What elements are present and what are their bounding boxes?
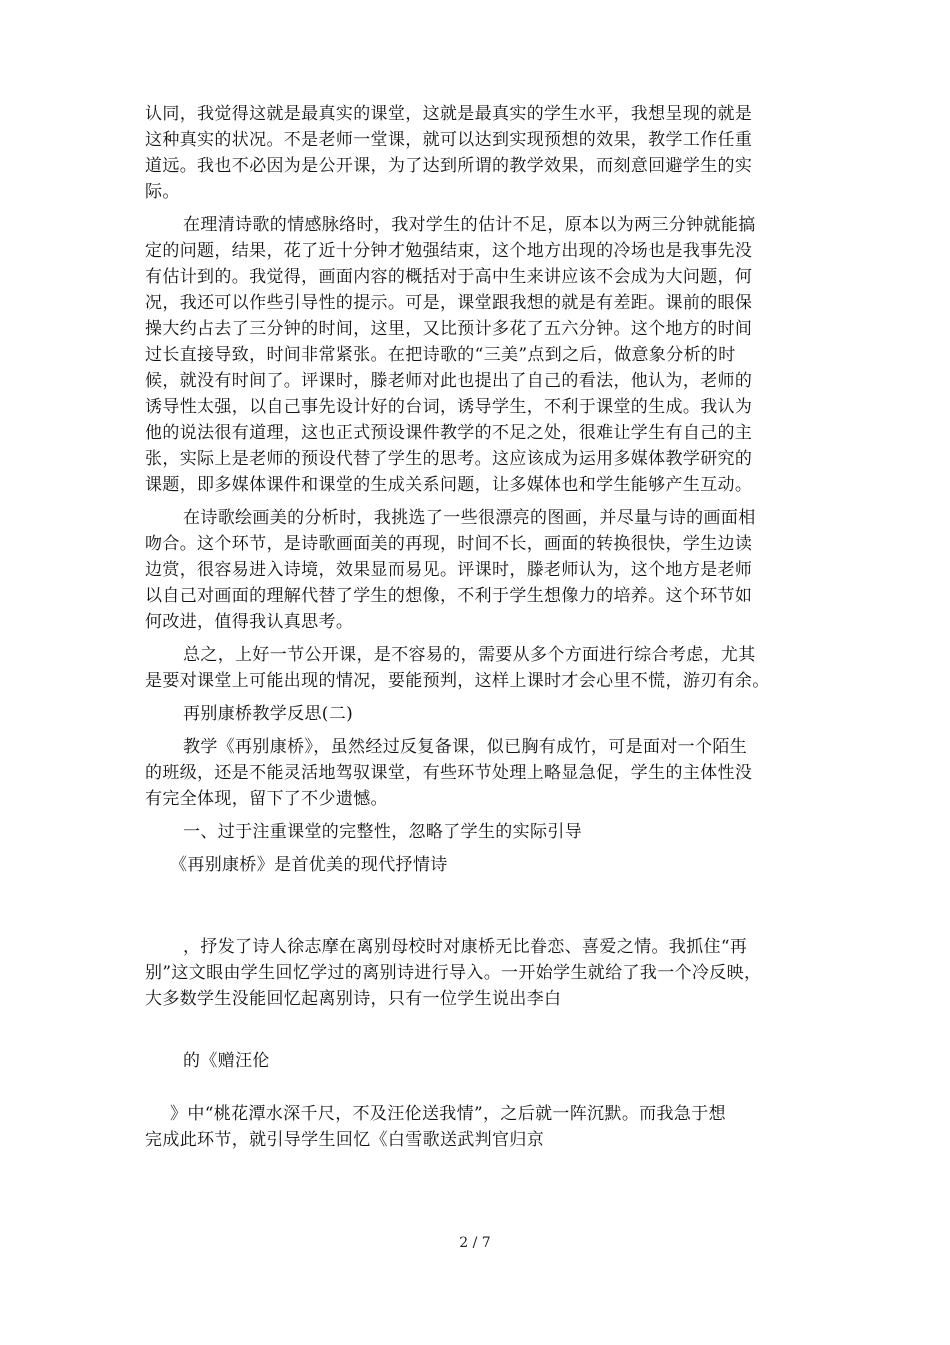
text-line: 他的说法很有道理，这也正式预设课件教学的不足之处，很难让学生有自己的主 [145, 423, 753, 443]
text-line: 》中“桃花潭水深千尺，不及汪伦送我情”，之后就一阵沉默。而我急于想 [170, 1104, 726, 1124]
text-line: 况，我还可以作些引导性的提示。可是，课堂跟我想的就是有差距。课前的眼保 [145, 293, 753, 313]
text-line: ，抒发了诗人徐志摩在离别母校时对康桥无比眷恋、喜爱之情。我抓住“再 [183, 937, 748, 957]
text-line: 候，就没有时间了。评课时，滕老师对此也提出了自己的看法，他认为，老师的 [145, 371, 753, 391]
text-line: 何改进，值得我认真思考。 [145, 612, 354, 632]
text-line: 边赏，很容易进入诗境，效果显而易见。评课时，滕老师认为，这个地方是老师 [145, 560, 753, 580]
text-line: 的班级，还是不能灵活地驾驭课堂，有些环节处理上略显急促，学生的主体性没 [145, 763, 753, 783]
text-line: 认同，我觉得这就是最真实的课堂，这就是最真实的学生水平，我想呈现的就是 [145, 104, 753, 124]
section-heading: 再别康桥教学反思(二) [183, 704, 354, 724]
text-line: 在理清诗歌的情感脉络时，我对学生的估计不足，原本以为两三分钟就能搞 [183, 215, 756, 235]
page-number: 2 / 7 [459, 1235, 491, 1251]
subsection-heading: 一、过于注重课堂的完整性，忽略了学生的实际引导 [183, 822, 583, 842]
text-line: 完成此环节，就引导学生回忆《白雪歌送武判官归京 [145, 1130, 545, 1150]
text-line: 《再别康桥》是首优美的现代抒情诗 [170, 855, 448, 875]
text-line: 有完全体现，留下了不少遗憾。 [145, 789, 388, 809]
text-line: 诱导性太强，以自己事先设计好的台词，诱导学生，不利于课堂的生成。我认为 [145, 397, 753, 417]
text-line: 课题，即多媒体课件和课堂的生成关系问题，让多媒体也和学生能够产生互动。 [145, 475, 753, 495]
text-line: 别”这文眼由学生回忆学过的离别诗进行导入。一开始学生就给了我一个冷反映， [145, 963, 762, 983]
text-line: 大多数学生没能回忆起离别诗，只有一位学生说出李白 [145, 989, 562, 1009]
text-line: 这种真实的状况。不是老师一堂课，就可以达到实现预想的效果，教学工作任重 [145, 130, 753, 150]
text-line: 教学《再别康桥》，虽然经过反复备课，似已胸有成竹，可是面对一个陌生 [183, 737, 748, 757]
text-line: 过长直接导致，时间非常紧张。在把诗歌的“三美”点到之后，做意象分析的时 [145, 345, 736, 365]
text-line: 在诗歌绘画美的分析时，我挑选了一些很漂亮的图画，并尽量与诗的画面相 [183, 508, 756, 528]
text-line: 定的问题，结果，花了近十分钟才勉强结束，这个地方出现的冷场也是我事先没 [145, 241, 753, 261]
text-line: 吻合。这个环节，是诗歌画面美的再现，时间不长，画面的转换很快，学生边读 [145, 534, 753, 554]
text-line: 的《赠汪伦 [183, 1051, 270, 1071]
text-line: 际。 [145, 182, 180, 202]
text-line: 总之，上好一节公开课，是不容易的，需要从多个方面进行综合考虑，尤其 [183, 645, 756, 665]
text-line: 张，实际上是老师的预设代替了学生的思考。这应该成为运用多媒体教学研究的 [145, 449, 753, 469]
text-line: 操大约占去了三分钟的时间，这里，又比预计多花了五六分钟。这个地方的时间 [145, 319, 753, 339]
text-line: 有估计到的。我觉得，画面内容的概括对于高中生来讲应该不会成为大问题，何 [145, 267, 753, 287]
text-line: 道远。我也不必因为是公开课，为了达到所谓的教学效果，而刻意回避学生的实 [145, 156, 753, 176]
text-line: 以自己对画面的理解代替了学生的想像，不利于学生想像力的培养。这个环节如 [145, 586, 753, 606]
text-line: 是要对课堂上可能出现的情况，要能预判，这样上课时才会心里不慌，游刃有余。 [145, 671, 770, 691]
